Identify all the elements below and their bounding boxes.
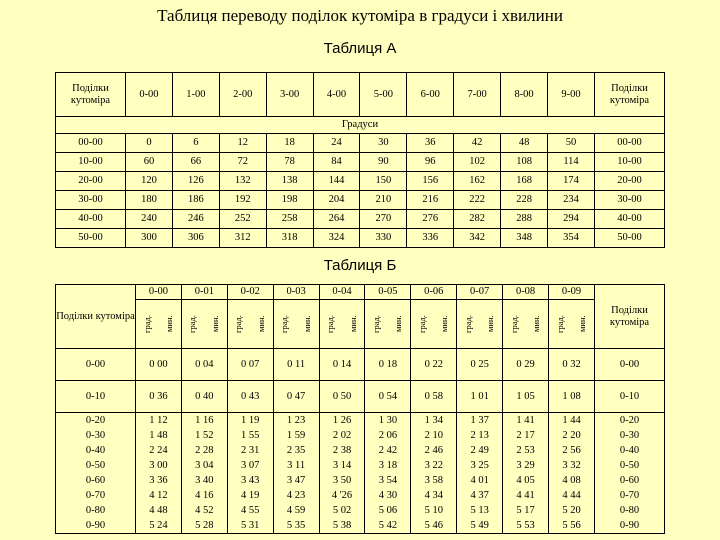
row-label: 50-00 — [56, 229, 126, 248]
table-row — [56, 458, 665, 473]
table-cell: 3 25 — [457, 458, 503, 473]
table-b-col-header: 0-03 — [273, 285, 319, 300]
row-label-right: 20-00 — [595, 172, 665, 191]
table-cell: 144 — [313, 172, 360, 191]
row-label-right: 0-80 — [595, 503, 665, 518]
table-cell: 2 31 — [227, 443, 273, 458]
units-cell — [549, 300, 595, 349]
table-cell: 4 16 — [181, 488, 227, 503]
unit-minutes: мин. — [393, 315, 404, 333]
unit-minutes: мин. — [439, 315, 450, 333]
table-cell: 50 — [548, 134, 595, 153]
table-row — [56, 134, 665, 153]
table-cell: 3 29 — [503, 458, 549, 473]
table-cell: 192 — [219, 191, 266, 210]
table-cell: 90 — [360, 153, 407, 172]
row-label-right: 50-00 — [595, 229, 665, 248]
table-cell: 3 58 — [411, 473, 457, 488]
table-cell: 4 37 — [457, 488, 503, 503]
units-pair — [457, 315, 502, 333]
table-b-col-header: 0-02 — [227, 285, 273, 300]
table-cell: 282 — [454, 210, 501, 229]
table-cell: 3 43 — [227, 473, 273, 488]
units-cell — [227, 300, 273, 349]
table-row — [56, 488, 665, 503]
table-cell: 138 — [266, 172, 313, 191]
degrees-label: Градуси — [56, 117, 665, 134]
table-cell: 3 50 — [319, 473, 365, 488]
table-cell: 36 — [407, 134, 454, 153]
row-label: 20-00 — [56, 172, 126, 191]
table-row — [56, 153, 665, 172]
units-cell — [457, 300, 503, 349]
table-cell: 4 48 — [136, 503, 182, 518]
table-a-degrees-row — [56, 117, 665, 134]
table-cell: 150 — [360, 172, 407, 191]
table-row — [56, 172, 665, 191]
unit-degrees: град. — [279, 315, 290, 333]
table-cell: 1 55 — [227, 428, 273, 443]
table-cell: 1 44 — [549, 413, 595, 429]
table-b-col-header: 0-07 — [457, 285, 503, 300]
table-cell: 240 — [126, 210, 173, 229]
table-cell: 132 — [219, 172, 266, 191]
table-cell: 84 — [313, 153, 360, 172]
row-label-right: 0-50 — [595, 458, 665, 473]
units-pair — [365, 315, 410, 333]
units-pair — [503, 315, 548, 333]
table-cell: 1 01 — [457, 381, 503, 413]
unit-minutes: мин. — [485, 315, 496, 333]
table-cell: 318 — [266, 229, 313, 248]
table-cell: 0 43 — [227, 381, 273, 413]
table-cell: 246 — [172, 210, 219, 229]
table-b — [55, 284, 665, 534]
table-b-right-header: Поділки кутоміра — [595, 285, 665, 349]
table-cell: 5 28 — [181, 518, 227, 534]
table-cell: 0 36 — [136, 381, 182, 413]
table-cell: 300 — [126, 229, 173, 248]
unit-degrees: град. — [233, 315, 244, 333]
row-label-right: 30-00 — [595, 191, 665, 210]
table-cell: 114 — [548, 153, 595, 172]
table-cell: 1 59 — [273, 428, 319, 443]
row-label-right: 0-40 — [595, 443, 665, 458]
table-cell: 0 54 — [365, 381, 411, 413]
table-cell: 42 — [454, 134, 501, 153]
table-cell: 0 — [126, 134, 173, 153]
table-cell: 294 — [548, 210, 595, 229]
table-cell: 0 04 — [181, 349, 227, 381]
table-cell: 30 — [360, 134, 407, 153]
table-cell: 354 — [548, 229, 595, 248]
row-label: 30-00 — [56, 191, 126, 210]
table-cell: 4 23 — [273, 488, 319, 503]
table-cell: 1 34 — [411, 413, 457, 429]
unit-minutes: мин. — [577, 315, 588, 333]
table-cell: 0 00 — [136, 349, 182, 381]
unit-degrees: град. — [141, 315, 152, 333]
table-cell: 2 10 — [411, 428, 457, 443]
table-cell: 4 05 — [503, 473, 549, 488]
table-cell: 348 — [501, 229, 548, 248]
table-cell: 2 20 — [549, 428, 595, 443]
table-cell: 1 37 — [457, 413, 503, 429]
table-cell: 5 38 — [319, 518, 365, 534]
table-a — [55, 72, 665, 248]
table-cell: 3 54 — [365, 473, 411, 488]
table-cell: 3 47 — [273, 473, 319, 488]
table-cell: 342 — [454, 229, 501, 248]
table-cell: 3 40 — [181, 473, 227, 488]
unit-minutes: мин. — [301, 315, 312, 333]
table-row — [56, 349, 665, 381]
table-cell: 0 11 — [273, 349, 319, 381]
table-cell: 222 — [454, 191, 501, 210]
table-cell: 1 08 — [549, 381, 595, 413]
table-cell: 4 55 — [227, 503, 273, 518]
table-cell: 186 — [172, 191, 219, 210]
unit-degrees: град. — [508, 315, 519, 333]
table-a-title: Таблиця А — [323, 40, 397, 57]
table-cell: 5 06 — [365, 503, 411, 518]
unit-minutes: мин. — [347, 315, 358, 333]
table-b-col-header: 0-08 — [503, 285, 549, 300]
table-b-col-header: 0-00 — [136, 285, 182, 300]
row-label-right: 10-00 — [595, 153, 665, 172]
table-cell: 60 — [126, 153, 173, 172]
table-cell: 0 47 — [273, 381, 319, 413]
table-b-col-header: 0-09 — [549, 285, 595, 300]
page-title: Таблиця переводу поділок кутоміра в градуси і хвилини — [157, 6, 563, 25]
table-cell: 264 — [313, 210, 360, 229]
row-label: 0-10 — [56, 381, 136, 413]
table-cell: 162 — [454, 172, 501, 191]
table-cell: 270 — [360, 210, 407, 229]
table-cell: 288 — [501, 210, 548, 229]
table-cell: 2 42 — [365, 443, 411, 458]
table-a-col-header: 5-00 — [360, 73, 407, 117]
units-pair — [182, 315, 227, 333]
table-cell: 1 52 — [181, 428, 227, 443]
table-cell: 4 19 — [227, 488, 273, 503]
table-cell: 126 — [172, 172, 219, 191]
row-label: 0-30 — [56, 428, 136, 443]
row-label: 10-00 — [56, 153, 126, 172]
units-cell — [503, 300, 549, 349]
table-cell: 0 18 — [365, 349, 411, 381]
table-cell: 5 17 — [503, 503, 549, 518]
table-cell: 5 24 — [136, 518, 182, 534]
table-cell: 324 — [313, 229, 360, 248]
table-row — [56, 229, 665, 248]
table-cell: 3 18 — [365, 458, 411, 473]
row-label-right: 0-60 — [595, 473, 665, 488]
table-cell: 276 — [407, 210, 454, 229]
table-row — [56, 381, 665, 413]
table-b-header-row — [56, 285, 665, 300]
table-cell: 5 31 — [227, 518, 273, 534]
row-label: 0-40 — [56, 443, 136, 458]
unit-minutes: мин. — [163, 315, 174, 333]
table-cell: 2 02 — [319, 428, 365, 443]
table-b-col-header: 0-01 — [181, 285, 227, 300]
table-cell: 168 — [501, 172, 548, 191]
table-cell: 3 22 — [411, 458, 457, 473]
table-cell: 4 01 — [457, 473, 503, 488]
table-cell: 108 — [501, 153, 548, 172]
table-a-col-header: 2-00 — [219, 73, 266, 117]
unit-degrees: град. — [371, 315, 381, 333]
table-cell: 4 12 — [136, 488, 182, 503]
table-cell: 120 — [126, 172, 173, 191]
table-cell: 96 — [407, 153, 454, 172]
table-a-col-header: 3-00 — [266, 73, 313, 117]
table-cell: 5 53 — [503, 518, 549, 534]
table-cell: 1 30 — [365, 413, 411, 429]
row-label: 0-50 — [56, 458, 136, 473]
units-cell — [411, 300, 457, 349]
table-cell: 12 — [219, 134, 266, 153]
unit-minutes: мин. — [209, 315, 220, 333]
units-pair — [228, 315, 273, 333]
table-row — [56, 413, 665, 429]
table-cell: 1 19 — [227, 413, 273, 429]
table-cell: 2 28 — [181, 443, 227, 458]
table-cell: 252 — [219, 210, 266, 229]
table-cell: 5 49 — [457, 518, 503, 534]
unit-degrees: град. — [554, 315, 565, 333]
table-cell: 234 — [548, 191, 595, 210]
table-cell: 3 07 — [227, 458, 273, 473]
table-cell: 1 26 — [319, 413, 365, 429]
units-cell — [319, 300, 365, 349]
table-cell: 5 02 — [319, 503, 365, 518]
table-cell: 0 07 — [227, 349, 273, 381]
row-label-right: 0-30 — [595, 428, 665, 443]
row-label: 0-90 — [56, 518, 136, 534]
row-label-right: 0-90 — [595, 518, 665, 534]
table-cell: 2 13 — [457, 428, 503, 443]
table-a-col-header: 1-00 — [172, 73, 219, 117]
table-row — [56, 503, 665, 518]
table-cell: 5 10 — [411, 503, 457, 518]
table-cell: 204 — [313, 191, 360, 210]
table-cell: 5 46 — [411, 518, 457, 534]
table-cell: 1 48 — [136, 428, 182, 443]
table-cell: 336 — [407, 229, 454, 248]
table-cell: 330 — [360, 229, 407, 248]
table-cell: 0 50 — [319, 381, 365, 413]
table-cell: 4 '26 — [319, 488, 365, 503]
row-label-right: 0-10 — [595, 381, 665, 413]
table-row — [56, 443, 665, 458]
table-cell: 4 41 — [503, 488, 549, 503]
table-cell: 3 00 — [136, 458, 182, 473]
table-a-col-header: 0-00 — [126, 73, 173, 117]
table-cell: 228 — [501, 191, 548, 210]
table-a-header-row — [56, 73, 665, 117]
table-cell: 216 — [407, 191, 454, 210]
table-cell: 2 24 — [136, 443, 182, 458]
table-cell: 312 — [219, 229, 266, 248]
table-cell: 78 — [266, 153, 313, 172]
table-cell: 0 25 — [457, 349, 503, 381]
table-cell: 210 — [360, 191, 407, 210]
table-cell: 0 40 — [181, 381, 227, 413]
table-cell: 1 23 — [273, 413, 319, 429]
table-cell: 1 16 — [181, 413, 227, 429]
table-cell: 18 — [266, 134, 313, 153]
table-a-right-header: Поділки кутоміра — [595, 73, 665, 117]
unit-degrees: град. — [416, 315, 427, 333]
table-cell: 1 05 — [503, 381, 549, 413]
row-label: 0-60 — [56, 473, 136, 488]
row-label: 0-80 — [56, 503, 136, 518]
table-cell: 258 — [266, 210, 313, 229]
table-cell: 5 13 — [457, 503, 503, 518]
table-row — [56, 210, 665, 229]
units-cell — [136, 300, 182, 349]
table-cell: 3 36 — [136, 473, 182, 488]
table-cell: 3 11 — [273, 458, 319, 473]
table-cell: 174 — [548, 172, 595, 191]
table-row — [56, 428, 665, 443]
table-cell: 2 49 — [457, 443, 503, 458]
units-pair — [136, 315, 181, 333]
row-label-right: 00-00 — [595, 134, 665, 153]
table-cell: 4 44 — [549, 488, 595, 503]
table-cell: 156 — [407, 172, 454, 191]
table-cell: 102 — [454, 153, 501, 172]
table-cell: 4 30 — [365, 488, 411, 503]
row-label-right: 0-70 — [595, 488, 665, 503]
table-cell: 2 56 — [549, 443, 595, 458]
table-cell: 2 38 — [319, 443, 365, 458]
table-row — [56, 518, 665, 534]
table-cell: 4 59 — [273, 503, 319, 518]
table-b-col-header: 0-04 — [319, 285, 365, 300]
table-cell: 0 22 — [411, 349, 457, 381]
table-cell: 4 08 — [549, 473, 595, 488]
table-cell: 1 12 — [136, 413, 182, 429]
table-cell: 180 — [126, 191, 173, 210]
unit-degrees: град. — [325, 315, 336, 333]
table-cell: 4 52 — [181, 503, 227, 518]
units-pair — [320, 315, 365, 333]
table-row — [56, 191, 665, 210]
table-b-body — [56, 349, 665, 534]
table-row — [56, 473, 665, 488]
unit-degrees: град. — [462, 315, 473, 333]
table-a-col-header: 8-00 — [501, 73, 548, 117]
table-cell: 2 35 — [273, 443, 319, 458]
unit-minutes: мин. — [531, 315, 542, 333]
table-a-col-header: 4-00 — [313, 73, 360, 117]
table-b-col-header: 0-06 — [411, 285, 457, 300]
table-cell: 3 14 — [319, 458, 365, 473]
table-cell: 66 — [172, 153, 219, 172]
table-a-col-header: 7-00 — [454, 73, 501, 117]
unit-degrees: град. — [187, 315, 198, 333]
units-pair — [274, 315, 319, 333]
row-label: 00-00 — [56, 134, 126, 153]
units-cell — [181, 300, 227, 349]
row-label: 0-70 — [56, 488, 136, 503]
units-cell — [273, 300, 319, 349]
table-cell: 5 56 — [549, 518, 595, 534]
row-label-right: 0-20 — [595, 413, 665, 429]
table-cell: 2 53 — [503, 443, 549, 458]
table-cell: 0 58 — [411, 381, 457, 413]
table-cell: 6 — [172, 134, 219, 153]
table-a-left-header: Поділки кутоміра — [56, 73, 126, 117]
table-cell: 3 32 — [549, 458, 595, 473]
row-label: 0-00 — [56, 349, 136, 381]
table-cell: 0 29 — [503, 349, 549, 381]
units-pair — [549, 315, 594, 333]
table-cell: 1 41 — [503, 413, 549, 429]
table-b-units-row — [56, 300, 665, 349]
units-cell — [365, 300, 411, 349]
table-cell: 0 14 — [319, 349, 365, 381]
unit-minutes: мин. — [255, 315, 266, 333]
units-pair — [411, 315, 456, 333]
table-cell: 72 — [219, 153, 266, 172]
table-cell: 0 32 — [549, 349, 595, 381]
table-cell: 5 35 — [273, 518, 319, 534]
table-cell: 2 17 — [503, 428, 549, 443]
table-cell: 48 — [501, 134, 548, 153]
table-a-col-header: 6-00 — [407, 73, 454, 117]
row-label-right: 0-00 — [595, 349, 665, 381]
row-label-right: 40-00 — [595, 210, 665, 229]
table-cell: 5 20 — [549, 503, 595, 518]
table-b-left-header: Поділки кутоміра — [56, 285, 136, 349]
table-cell: 198 — [266, 191, 313, 210]
table-b-col-header: 0-05 — [365, 285, 411, 300]
table-cell: 24 — [313, 134, 360, 153]
table-a-body — [56, 134, 665, 248]
table-cell: 4 34 — [411, 488, 457, 503]
row-label: 40-00 — [56, 210, 126, 229]
table-cell: 306 — [172, 229, 219, 248]
table-b-title: Таблиця Б — [323, 257, 397, 274]
table-cell: 3 04 — [181, 458, 227, 473]
table-cell: 2 06 — [365, 428, 411, 443]
table-cell: 5 42 — [365, 518, 411, 534]
row-label: 0-20 — [56, 413, 136, 429]
table-a-col-header: 9-00 — [548, 73, 595, 117]
table-cell: 2 46 — [411, 443, 457, 458]
